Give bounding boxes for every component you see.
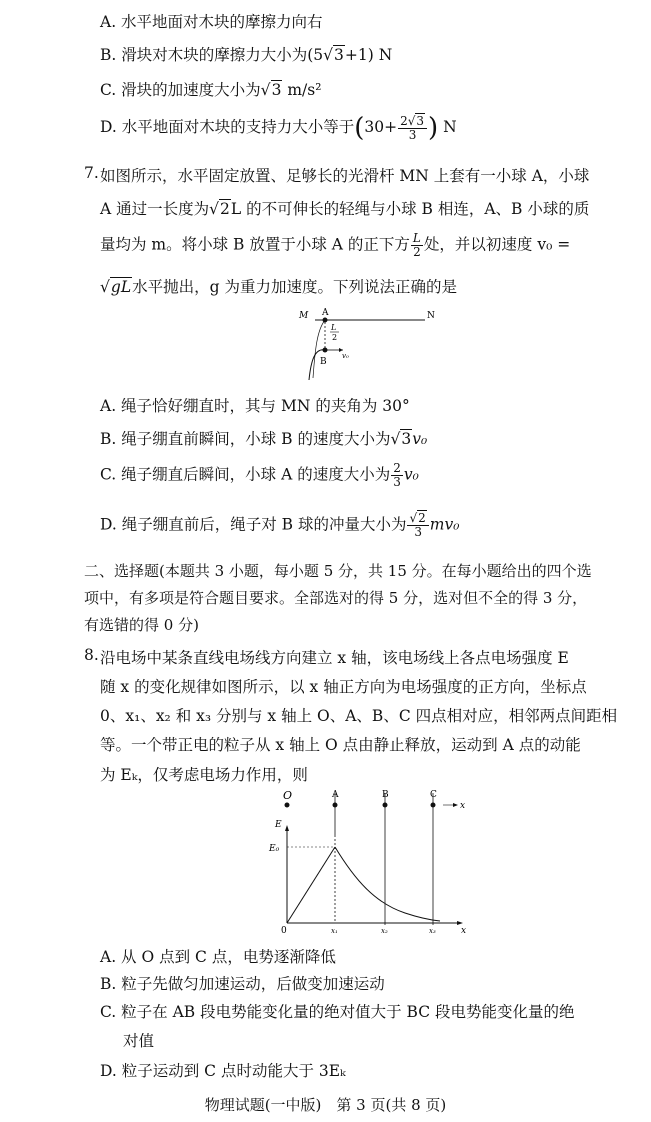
- q7-stem-line4: √gL水平抛出，g 为重力加速度。下列说法正确的是: [100, 278, 457, 296]
- q8-option-a: A. 从 O 点到 C 点，电势逐渐降低: [100, 948, 336, 966]
- q8-option-c-line1: C. 粒子在 AB 段电势能变化量的绝对值大于 BC 段电势能变化量的绝: [100, 1003, 575, 1021]
- label-b-top: B: [382, 790, 389, 800]
- label-a: A: [322, 308, 329, 318]
- q6-option-b: B. 滑块对木块的摩擦力大小为(5√3+1) N: [100, 46, 393, 64]
- q7-figure: [295, 300, 445, 380]
- label-zero: 0: [281, 926, 287, 935]
- label-n: N: [427, 311, 435, 321]
- label-x-axis: x: [461, 926, 467, 935]
- label-a-top: A: [332, 790, 339, 800]
- q8-option-d: D. 粒子运动到 C 点时动能大于 3Eₖ: [100, 1062, 346, 1080]
- label-x3: x₃: [429, 927, 436, 935]
- section2-line2: 项中，有多项是符合题目要求。全部选对的得 5 分，选对但不全的得 3 分，: [84, 589, 588, 607]
- label-two: 2: [332, 333, 338, 342]
- q6-option-d: D. 水平地面对木块的支持力大小等于(30+ $\frac{2√3}{3}$ ) N: [100, 113, 457, 143]
- q8-stem-line4: 等。一个带正电的粒子从 x 轴上 O 点由静止释放，运动到 A 点的动能: [100, 736, 581, 754]
- section2-line3: 有选错的得 0 分): [84, 616, 199, 634]
- q7-number: 7.: [84, 164, 99, 182]
- label-e0: E₀: [269, 844, 280, 854]
- label-v0: v₀: [342, 352, 349, 360]
- label-b: B: [320, 357, 327, 367]
- label-l: L: [331, 323, 337, 332]
- q7-stem-line3: 量均为 m。将小球 B 放置于小球 A 的正下方 $\frac{L}{2}$ 处，并以初速度 v₀ =: [100, 231, 571, 259]
- q8-stem-line2: 随 x 的变化规律如图所示，以 x 轴正方向为电场强度的正方向，坐标点: [100, 678, 587, 696]
- q8-number: 8.: [84, 646, 99, 664]
- q7-option-a: A. 绳子恰好绷直时，其与 MN 的夹角为 30°: [100, 397, 410, 415]
- label-x-top: x: [460, 801, 466, 811]
- q6-option-a: A. 水平地面对木块的摩擦力向右: [100, 13, 323, 31]
- label-e: E: [275, 820, 282, 830]
- q6-option-c: C. 滑块的加速度大小为√3 m/s²: [100, 81, 322, 99]
- q8-option-b: B. 粒子先做匀加速运动，后做变加速运动: [100, 975, 385, 993]
- q8-stem-line5: 为 Eₖ，仅考虑电场力作用，则: [100, 766, 308, 784]
- q8-option-c-line2: 对值: [123, 1032, 155, 1050]
- q8-figure: [265, 785, 475, 935]
- q7-option-b: B. 绳子绷直前瞬间，小球 B 的速度大小为√3v₀: [100, 430, 428, 448]
- q8-stem-line3: 0、x₁、x₂ 和 x₃ 分别与 x 轴上 O、A、B、C 四点相对应，相邻两点间距相: [100, 707, 618, 725]
- q7-option-d: D. 绳子绷直前后，绳子对 B 球的冲量大小为 $\frac{√2}{3}$ mv₀: [100, 511, 460, 539]
- label-o-top: O: [283, 789, 293, 802]
- label-x1: x₁: [331, 927, 338, 935]
- label-x2: x₂: [381, 927, 388, 935]
- q7-stem-line2: A 通过一长度为√2L 的不可伸长的轻绳与小球 B 相连，A、B 小球的质: [100, 200, 590, 218]
- section2-line1: 二、选择题(本题共 3 小题，每小题 5 分，共 15 分。在每小题给出的四个选: [84, 562, 592, 580]
- q7-stem-line1: 如图所示，水平固定放置、足够长的光滑杆 MN 上套有一小球 A，小球: [100, 167, 590, 185]
- label-m: M: [299, 311, 309, 321]
- q7-option-c: C. 绳子绷直后瞬间，小球 A 的速度大小为 $\frac{2}{3}$ v₀: [100, 461, 419, 489]
- page-footer: 物理试题(一中版) 第 3 页(共 8 页): [204, 1096, 447, 1114]
- label-c-top: C: [430, 790, 437, 800]
- q8-stem-line1: 沿电场中某条直线电场线方向建立 x 轴，该电场线上各点电场强度 E: [100, 649, 569, 667]
